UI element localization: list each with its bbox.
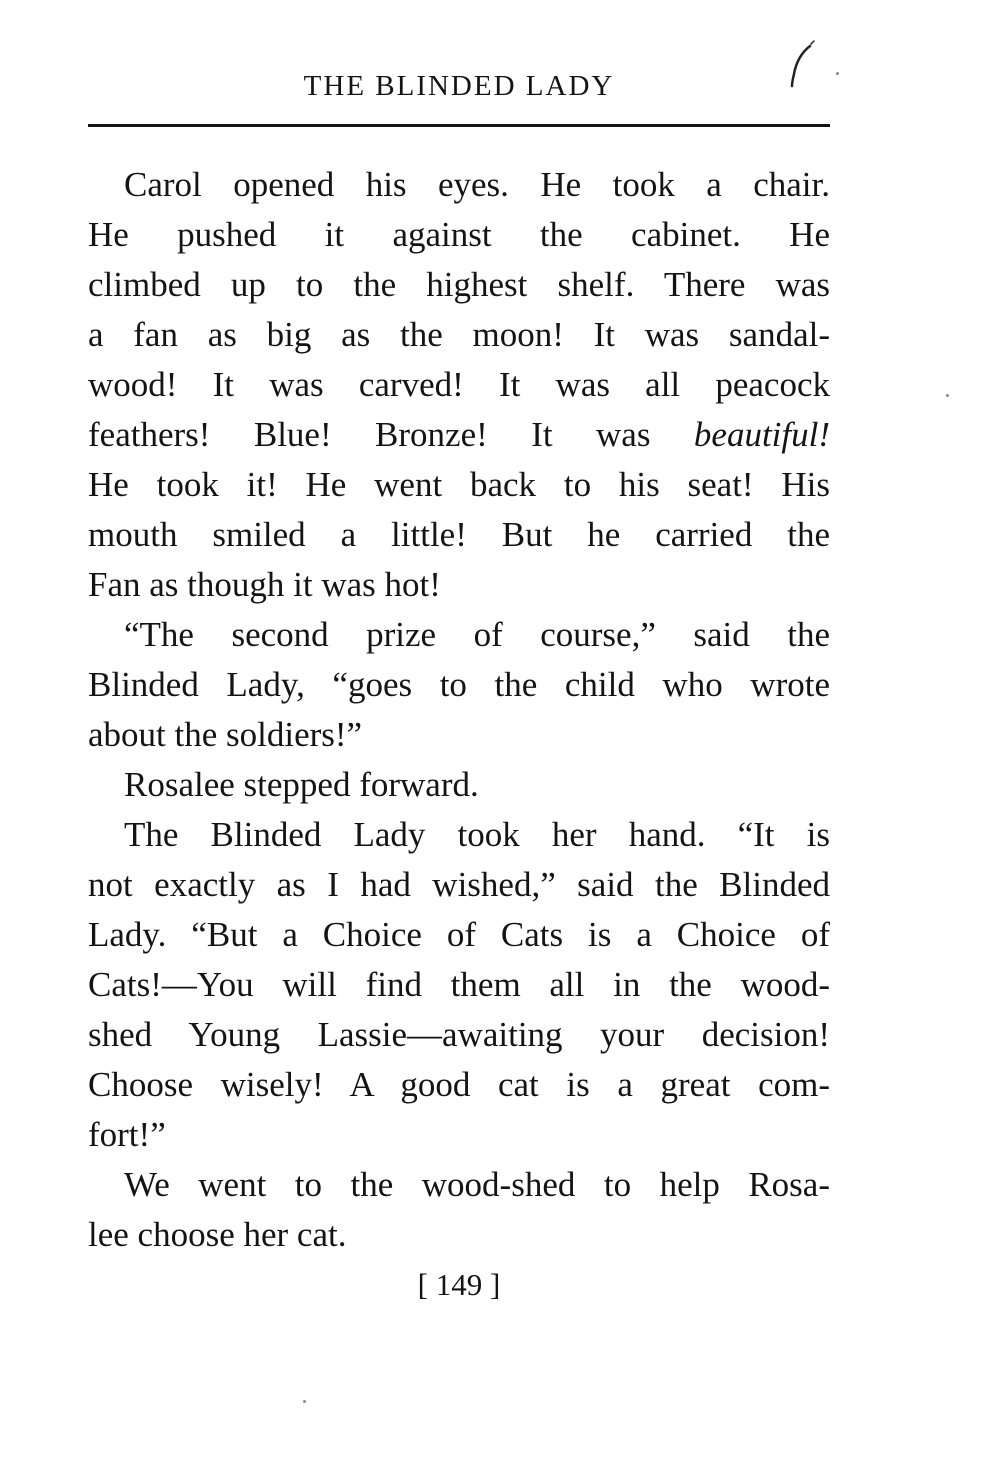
text-line: “The second prize of course,” said the	[124, 615, 830, 654]
text-line: Choose wisely! A good cat is a great com-	[88, 1065, 830, 1104]
text-line-lead: feathers! Blue! Bronze! It was	[88, 415, 694, 454]
text-line: Rosalee stepped forward.	[124, 765, 479, 804]
text-line: lee choose her cat.	[88, 1215, 347, 1254]
text-line: Lady. “But a Choice of Cats is a Choice of	[88, 915, 830, 954]
text-line: Blinded Lady, “goes to the child who wrote	[88, 665, 830, 704]
text-line-with-emphasis	[88, 410, 830, 460]
text-line: He pushed it against the cabinet. He	[88, 215, 830, 254]
text-line: The Blinded Lady took her hand. “It is	[124, 815, 830, 854]
text-line: not exactly as I had wished,” said the Blinded	[88, 865, 830, 904]
body-text	[88, 160, 830, 1260]
text-line: He took it! He went back to his seat! His	[88, 465, 830, 504]
text-line: Fan as though it was hot!	[88, 565, 441, 604]
text-line: climbed up to the highest shelf. There was	[88, 265, 830, 304]
text-line: Carol opened his eyes. He took a chair.	[124, 165, 830, 204]
page-number: [ 149 ]	[417, 1267, 501, 1302]
paper-speck	[836, 72, 839, 75]
text-line: Cats!—You will find them all in the wood-	[88, 965, 830, 1004]
running-head-title: THE BLINDED LADY	[303, 70, 615, 102]
text-line: about the soldiers!”	[88, 715, 363, 754]
paper-speck	[946, 394, 949, 397]
text-line: wood! It was carved! It was all peacock	[88, 365, 830, 404]
emphasis-beautiful: beautiful!	[693, 415, 830, 454]
text-line: mouth smiled a little! But he carried the	[88, 515, 830, 554]
pen-mark-icon	[780, 38, 820, 94]
header-rule	[88, 124, 830, 127]
text-line: fort!”	[88, 1115, 166, 1154]
paper-speck	[303, 1400, 306, 1403]
text-line: We went to the wood-shed to help Rosa-	[124, 1165, 830, 1204]
text-line: shed Young Lassie—awaiting your decision!	[88, 1015, 830, 1054]
text-line: a fan as big as the moon! It was sandal-	[88, 315, 830, 354]
